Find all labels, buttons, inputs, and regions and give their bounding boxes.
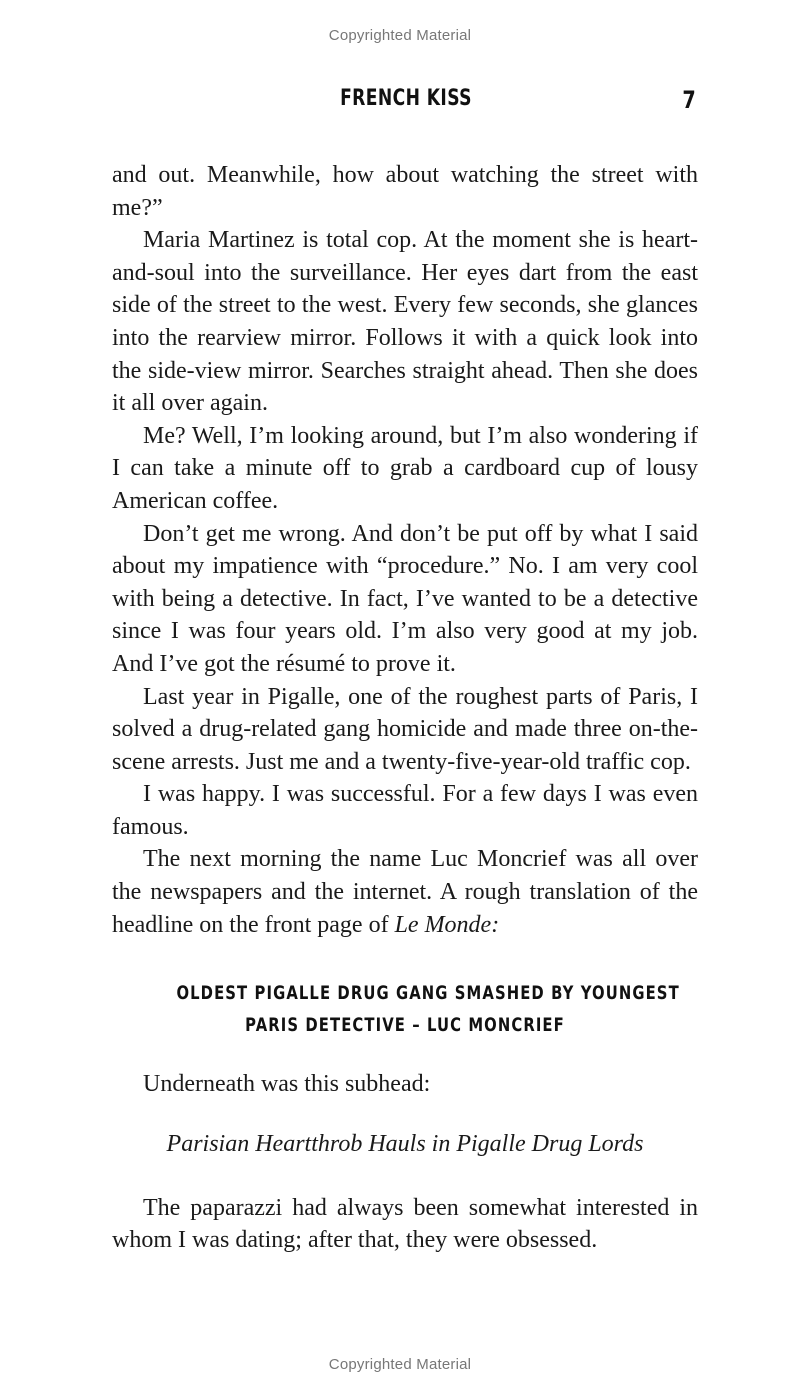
newspaper-headline [112, 977, 698, 1041]
paragraph: The paparazzi had always been somewhat interested in whom I was dating; after that, they were obsessed. [112, 1194, 698, 1254]
headline-line-1: OLDEST PIGALLE DRUG GANG SMASHED BY YOUNGEST [176, 982, 680, 1005]
paragraph [112, 843, 698, 941]
paragraph: Last year in Pigalle, one of the roughest parts of Paris, I solved a drug-related gang homicide and made three on-the-scene arrests. Just me and a twenty-five-year-old traffic cop. [112, 683, 698, 775]
page-number: 7 [682, 86, 696, 114]
newspaper-subhead: Parisian Heartthrob Hauls in Pigalle Drug Lords [166, 1130, 644, 1157]
body-text [112, 159, 698, 1257]
paragraph: Don’t get me wrong. And don’t be put off by what I said about my impatience with “procedure.” No. I am very cool with being a detective. In fact, I’ve wanted to be a detective since I was four years old. I’m also very good at my job. And I’ve got the résumé to prove it. [112, 520, 698, 677]
paragraph: Maria Martinez is total cop. At the moment she is heart-and-soul into the surveillance. Her eyes dart from the east side of the street to the west. Every few seconds, she glances into the rearview mirror. Follows it with a quick look into the side-view mirror. Searches straight ahead. Then she does it all over again. [112, 227, 698, 417]
paragraph: and out. Meanwhile, how about watching the street with me?” [112, 162, 698, 221]
book-title-header: FRENCH KISS [340, 86, 472, 111]
paragraph-text: The next morning the name Luc Moncrief was all over the newspapers and the internet. A rough translation of the headline on the front page of [112, 846, 698, 938]
newspaper-title: Le Monde: [394, 911, 500, 938]
paragraph: Underneath was this subhead: [143, 1071, 431, 1098]
copyright-notice-top: Copyrighted Material [328, 27, 472, 44]
copyright-notice-bottom: Copyrighted Material [328, 1356, 472, 1373]
running-head [112, 86, 700, 126]
headline-line-2: PARIS DETECTIVE – LUC MONCRIEF [245, 1014, 565, 1037]
paragraph: Me? Well, I’m looking around, but I’m also wondering if I can take a minute off to grab a cardboard cup of lousy American coffee. [112, 422, 698, 514]
paragraph: I was happy. I was successful. For a few days I was even famous. [112, 781, 698, 840]
